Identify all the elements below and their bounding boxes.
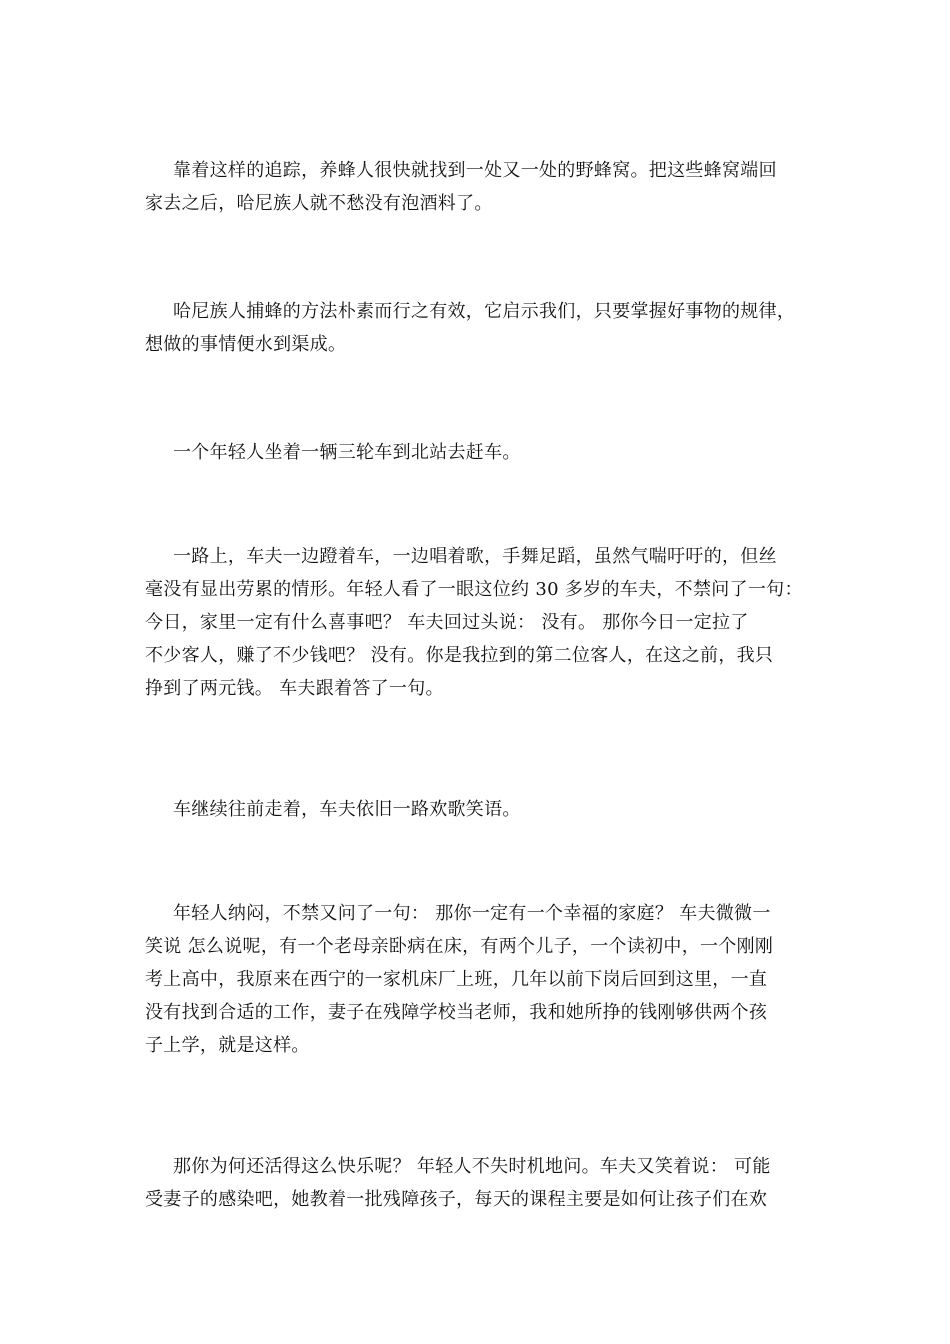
paragraph-line: 年轻人纳闷，不禁又问了一句： 那你一定有一个幸福的家庭？ 车夫微微一	[173, 903, 771, 924]
paragraph-line: 毫没有显出劳累的情形。年轻人看了一眼这位约 30 多岁的车夫，不禁问了一句：	[145, 579, 803, 600]
paragraph-3	[145, 436, 825, 469]
paragraph-6	[145, 897, 825, 1062]
paragraph-line: 一个年轻人坐着一辆三轮车到北站去赶车。	[173, 442, 521, 463]
paragraph-line: 车继续往前走着，车夫依旧一路欢歌笑语。	[173, 799, 521, 820]
paragraph-line: 那你为何还活得这么快乐呢？ 年轻人不失时机地问。车夫又笑着说： 可能	[173, 1156, 771, 1177]
paragraph-4	[145, 540, 825, 705]
paragraph-line: 想做的事情便水到渠成。	[145, 334, 347, 355]
paragraph-line: 家去之后，哈尼族人就不愁没有泡酒料了。	[145, 193, 493, 214]
paragraph-line: 没有找到合适的工作，妻子在残障学校当老师，我和她所挣的钱刚够供两个孩	[145, 1002, 768, 1023]
paragraph-5	[145, 793, 825, 826]
paragraph-1	[145, 154, 825, 220]
paragraph-2	[145, 295, 825, 361]
paragraph-line: 子上学，就是这样。	[145, 1035, 310, 1056]
paragraph-line: 哈尼族人捕蜂的方法朴素而行之有效，它启示我们，只要掌握好事物的规律，	[173, 301, 796, 322]
paragraph-line: 挣到了两元钱。 车夫跟着答了一句。	[145, 678, 444, 699]
paragraph-line: 不少客人，赚了不少钱吧？ 没有。你是我拉到的第二位客人，在这之前，我只	[145, 645, 774, 666]
paragraph-line: 受妻子的感染吧，她教着一批残障孩子，每天的课程主要是如何让孩子们在欢	[145, 1189, 768, 1210]
paragraph-line: 今日，家里一定有什么喜事吧？ 车夫回过头说： 没有。 那你今日一定拉了	[145, 612, 749, 633]
paragraph-line: 笑说 怎么说呢，有一个老母亲卧病在床，有两个儿子，一个读初中，一个刚刚	[145, 936, 774, 957]
paragraph-line: 靠着这样的追踪，养蜂人很快就找到一处又一处的野蜂窝。把这些蜂窝端回	[173, 160, 777, 181]
paragraph-line: 考上高中，我原来在西宁的一家机床厂上班，几年以前下岗后回到这里，一直	[145, 969, 768, 990]
paragraph-7	[145, 1150, 825, 1216]
paragraph-line: 一路上，车夫一边蹬着车，一边唱着歌，手舞足蹈，虽然气喘吁吁的，但丝	[173, 546, 777, 567]
